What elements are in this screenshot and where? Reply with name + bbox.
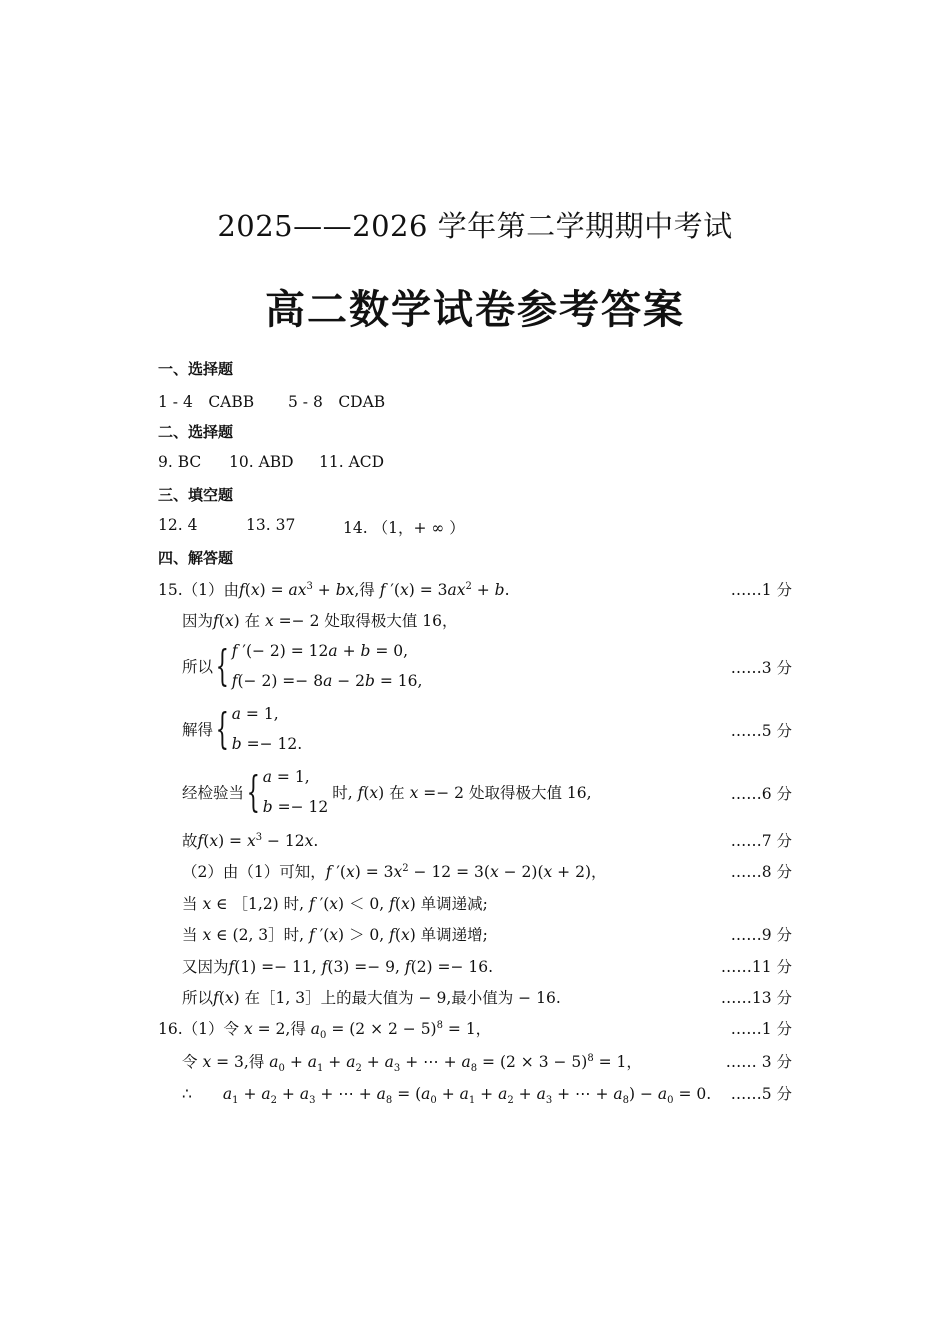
q16-formula-1: x = 2,得 $a_0 = (2 \times 2 - 5)^8 = 1$， xyxy=(243,1019,492,1042)
answer-5-8: 5 - 8 CDAB xyxy=(288,393,386,411)
q15-formula-increasing: x ∈ (2, 3］时, f ′(x) ＞ 0, f(x) 单调递增; xyxy=(202,926,488,944)
score-mark: ……9 分 xyxy=(730,926,792,944)
score-mark: ……8 分 xyxy=(730,863,792,881)
q16-line-2 xyxy=(182,1050,642,1074)
score-mark: ……1 分 xyxy=(730,1020,792,1038)
q15-jiede-label: 解得 xyxy=(182,721,214,739)
q15-check-label: 经检验当 xyxy=(182,784,245,802)
answer-11: 11. ACD xyxy=(319,453,385,471)
q15-system-1-eqs: f ′(− 2) = 12a + b = 0, f(− 2) =− 8a − 2b = 16, xyxy=(231,642,423,690)
answer-12: 12. 4 xyxy=(158,516,198,534)
score-mark: ……13 分 xyxy=(720,989,792,1007)
left-brace-icon: { xyxy=(215,704,230,753)
section-heading-fill-blank: 三、填空题 xyxy=(158,486,234,504)
q15-values-line xyxy=(182,955,493,977)
q15-part2-label: （2）由（1）可知， xyxy=(182,863,326,881)
q15-gu-label: 故 xyxy=(182,832,198,850)
score-mark: ……11 分 xyxy=(720,958,792,976)
answer-9: 9. BC xyxy=(158,453,202,471)
left-brace-icon: { xyxy=(215,641,230,690)
section-heading-multi-choice: 二、选择题 xyxy=(158,423,234,441)
q15-conclusion-line xyxy=(182,986,561,1008)
q16-ling-label: 令 xyxy=(182,1053,198,1071)
q15-formula-values: f(1) =− 11, f(3) =− 9, f(2) =− 16. xyxy=(228,958,494,976)
q16-line-1 xyxy=(158,1017,491,1041)
q16-number: 16. xyxy=(158,1020,183,1038)
q15-part1-label: （1）由 xyxy=(182,581,240,599)
q15-part2-line xyxy=(182,860,607,882)
q15-system-3-eqs: a = 1, b =− 12 xyxy=(262,768,329,816)
score-mark: ……6 分 xyxy=(730,785,792,803)
q15-because-label: 因为 xyxy=(182,612,214,630)
q16-line-3 xyxy=(182,1082,711,1106)
q15-formula-2: f(x) 在 x =− 2 处取得极大值 16， xyxy=(213,612,458,630)
q15-increasing-line xyxy=(182,923,488,945)
score-mark: …… 3 分 xyxy=(725,1053,792,1071)
q15-decreasing-line xyxy=(182,892,488,914)
q15-soyi-label: 所以 xyxy=(182,658,214,676)
q15-line-2 xyxy=(182,609,458,631)
q16-part1-label: （1）令 xyxy=(182,1020,240,1038)
q15-line-1 xyxy=(158,578,510,600)
exam-title: 2025——2026 学年第二学期期中考试 xyxy=(217,209,733,243)
section-heading-choice: 一、选择题 xyxy=(158,360,234,378)
score-mark: ……3 分 xyxy=(730,659,792,677)
q15-formula-decreasing: x ∈ ［1,2) 时, f ′(x) ＜ 0, f(x) 单调递减; xyxy=(202,895,488,913)
q15-dang1-label: 当 xyxy=(182,895,198,913)
q15-system-2-eqs: a = 1, b =− 12. xyxy=(231,705,303,753)
q15-formula-gu: $f(x) = x^3 - 12x$. xyxy=(197,831,319,850)
q15-system-1 xyxy=(182,640,422,692)
score-mark: ……1 分 xyxy=(730,581,792,599)
q15-line-gu xyxy=(182,829,318,851)
answer-1-4: 1 - 4 CABB xyxy=(158,393,255,411)
therefore-icon: ∴ xyxy=(182,1085,192,1103)
q15-youyin-label: 又因为 xyxy=(182,958,229,976)
q16-formula-2: x = 3,得 $a_0 + a_1 + a_2 + a_3$ + ⋯ + $a_8 = (2 \times 3 - 5)^8 = 1$， xyxy=(202,1052,642,1075)
q15-dang2-label: 当 xyxy=(182,926,198,944)
q16-formula-3: $a_1 + a_2 + a_3$ + ⋯ + $a_8 = (a_0 + a_1 + a_2 + a_3$ + ⋯ + $a_8) - a_0 = 0$. xyxy=(222,1085,712,1107)
answer-10: 10. ABD xyxy=(229,453,294,471)
section-heading-solutions: 四、解答题 xyxy=(158,549,234,567)
score-mark: ……7 分 xyxy=(730,832,792,850)
answer-key-title: 高二数学试卷参考答案 xyxy=(265,286,685,333)
q15-system-3 xyxy=(182,766,592,818)
q15-formula-conclusion: f(x) 在［1, 3］上的最大值为 − 9,最小值为 − 16. xyxy=(213,989,561,1007)
q15-formula-deriv: f $'(x) = 3x^2 - 12 = 3(x - 2)(x + 2)$， xyxy=(325,862,607,881)
q15-formula-1: $f(x) = ax^3$ + bx,得 f $'(x) = 3ax^2 + b$. xyxy=(239,580,510,599)
left-brace-icon: { xyxy=(246,767,261,816)
q15-number: 15. xyxy=(158,581,183,599)
answer-14: 14. （1，+ ∞ ） xyxy=(343,519,465,537)
score-mark: ……5 分 xyxy=(730,722,792,740)
q15-system-2 xyxy=(182,703,302,755)
answer-13: 13. 37 xyxy=(246,516,296,534)
score-mark: ……5 分 xyxy=(730,1085,792,1103)
q15-suoyi2-label: 所以 xyxy=(182,989,214,1007)
q15-check-conclusion: 时, f(x) 在 x =− 2 处取得极大值 16, xyxy=(332,784,592,802)
